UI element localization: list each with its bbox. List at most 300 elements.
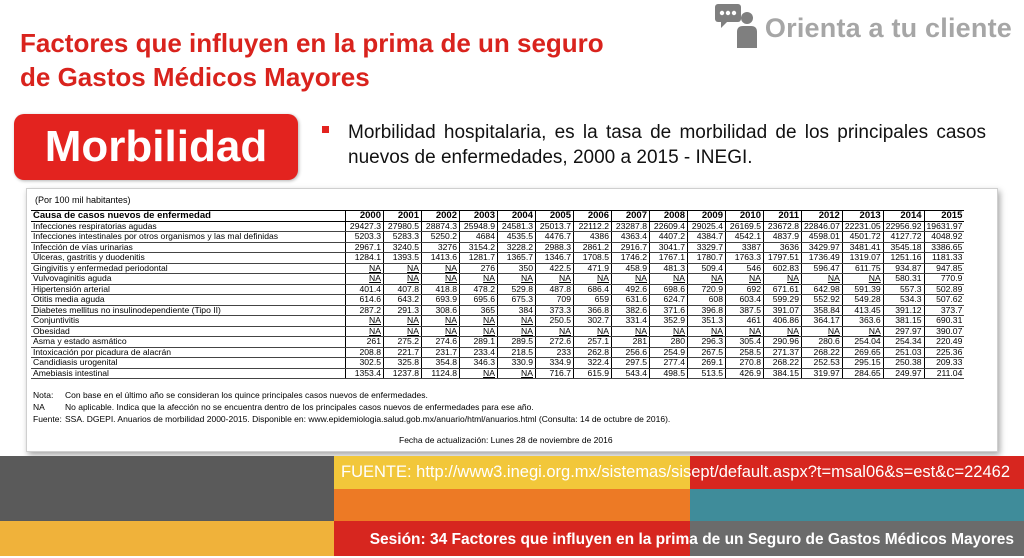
header-cell-year: 2006 (574, 211, 612, 222)
row-value: 390.07 (924, 326, 964, 337)
row-value: 308.6 (422, 305, 460, 316)
row-cause: Intoxicación por picadura de alacrán (31, 347, 346, 358)
row-value: 580.31 (883, 274, 924, 285)
source-link[interactable]: FUENTE: http://www3.inegi.org.mx/sistemas/sisept/default.aspx?t=msal06&s=est&c=22462 (340, 463, 1010, 481)
row-value: 947.85 (924, 263, 964, 274)
header-cell-year: 2004 (498, 211, 536, 222)
note-text: SSA. DGEPI. Anuarios de morbilidad 2000-2015. Disponible en: www.epidemiologia.salud.gob.mx/anuario/html/anuarios.html (Consulta: 14 de octubre de 2016). (65, 414, 671, 424)
row-value: 272.6 (536, 337, 574, 348)
table-row (31, 263, 964, 274)
row-cause: Úlceras, gastritis y duodenitis (31, 253, 346, 264)
note-label: NA (33, 402, 45, 412)
row-cause: Infección de vías urinarias (31, 242, 346, 253)
row-value: 1708.5 (574, 253, 612, 264)
row-value: 720.9 (688, 284, 726, 295)
row-value: 716.7 (536, 368, 574, 379)
row-value: 274.6 (422, 337, 460, 348)
row-value: NA (536, 326, 574, 337)
row-value: 22112.2 (574, 221, 612, 232)
row-value: 3228.2 (498, 242, 536, 253)
session-footer: Sesión: 34 Factores que influyen en la prima de un Seguro de Gastos Médicos Mayores (369, 531, 1014, 548)
note-label: Nota: (33, 390, 54, 400)
row-cause: Candidiasis urogenital (31, 358, 346, 369)
row-value: 387.5 (726, 305, 764, 316)
row-value: 373.7 (924, 305, 964, 316)
row-value: 3636 (764, 242, 802, 253)
row-cause: Infecciones respiratorias agudas (31, 221, 346, 232)
row-value: 4386 (574, 232, 612, 243)
row-value: NA (688, 326, 726, 337)
header-cell-year: 2000 (346, 211, 384, 222)
row-value: 29025.4 (688, 221, 726, 232)
row-value: 287.2 (346, 305, 384, 316)
row-cause: Amebiasis intestinal (31, 368, 346, 379)
band-segment (0, 489, 334, 521)
page-title: Factores que influyen en la prima de un seguro de Gastos Médicos Mayores (20, 28, 604, 92)
row-value: 296.3 (688, 337, 726, 348)
row-value: 22609.4 (650, 221, 688, 232)
row-value: 396.8 (688, 305, 726, 316)
row-value: 534.3 (883, 295, 924, 306)
row-value: 269.65 (842, 347, 883, 358)
row-value: 319.97 (802, 368, 843, 379)
row-value: 277.4 (650, 358, 688, 369)
topic-badge: Morbilidad (14, 114, 298, 180)
row-value: 671.61 (764, 284, 802, 295)
row-value: 302.5 (346, 358, 384, 369)
bullet-text: Morbilidad hospitalaria, es la tasa de morbilidad de los principales casos nuevos de enfermedades, 2000 a 2015 - INEGI. (348, 122, 986, 168)
row-value: 693.9 (422, 295, 460, 306)
row-value: NA (498, 326, 536, 337)
row-value: 4476.7 (536, 232, 574, 243)
row-value: NA (802, 274, 843, 285)
header-cell-year: 2009 (688, 211, 726, 222)
row-value: 365 (460, 305, 498, 316)
table-row (31, 358, 964, 369)
note-label: Fuente: (33, 414, 62, 424)
row-value: 218.5 (498, 347, 536, 358)
row-value: 596.47 (802, 263, 843, 274)
row-value: NA (460, 326, 498, 337)
row-value: 4837.9 (764, 232, 802, 243)
row-value: 770.9 (924, 274, 964, 285)
row-value: NA (574, 326, 612, 337)
row-value: 2988.3 (536, 242, 574, 253)
row-value: 498.5 (650, 368, 688, 379)
row-value: 290.96 (764, 337, 802, 348)
row-cause: Diabetes mellitus no insulinodependiente (Tipo II) (31, 305, 346, 316)
row-value: 270.8 (726, 358, 764, 369)
row-value: 1284.1 (346, 253, 384, 264)
row-value: 1780.7 (688, 253, 726, 264)
row-value: 254.9 (650, 347, 688, 358)
table-row (31, 232, 964, 243)
row-value: 461 (726, 316, 764, 327)
row-value: 289.1 (460, 337, 498, 348)
row-value: 22846.07 (802, 221, 843, 232)
row-value: 373.3 (536, 305, 574, 316)
row-value: 258.5 (726, 347, 764, 358)
row-value: NA (422, 263, 460, 274)
row-value: 3240.5 (384, 242, 422, 253)
row-value: 322.4 (574, 358, 612, 369)
row-value: 3041.7 (650, 242, 688, 253)
row-value: 2967.1 (346, 242, 384, 253)
row-value: 413.45 (842, 305, 883, 316)
row-value: 557.3 (883, 284, 924, 295)
row-value: 478.2 (460, 284, 498, 295)
row-value: 418.8 (422, 284, 460, 295)
row-value: 363.6 (842, 316, 883, 327)
row-value: NA (726, 326, 764, 337)
morbidity-table (31, 210, 964, 379)
row-value: 2861.2 (574, 242, 612, 253)
row-value: 26169.5 (726, 221, 764, 232)
row-value: 487.8 (536, 284, 574, 295)
row-value: 602.83 (764, 263, 802, 274)
row-value: 284.65 (842, 368, 883, 379)
row-value: 3154.2 (460, 242, 498, 253)
table-row (31, 221, 964, 232)
row-value: 231.7 (422, 347, 460, 358)
row-value: 608 (688, 295, 726, 306)
row-value: 211.04 (924, 368, 964, 379)
row-value: 509.4 (688, 263, 726, 274)
row-value: 686.4 (574, 284, 612, 295)
row-value: 1763.3 (726, 253, 764, 264)
row-value: 709 (536, 295, 574, 306)
row-value: 22231.05 (842, 221, 883, 232)
row-value: 331.4 (612, 316, 650, 327)
color-band (0, 489, 1024, 521)
row-value: 297.5 (612, 358, 650, 369)
row-value: 1319.07 (842, 253, 883, 264)
row-value: 2916.7 (612, 242, 650, 253)
header-cell-year: 2012 (802, 211, 843, 222)
row-value: 382.6 (612, 305, 650, 316)
row-value: 4048.92 (924, 232, 964, 243)
row-value: 4501.72 (842, 232, 883, 243)
row-cause: Obesidad (31, 326, 346, 337)
row-value: NA (764, 274, 802, 285)
row-value: 1353.4 (346, 368, 384, 379)
row-value: 352.9 (650, 316, 688, 327)
header-cell-year: 2005 (536, 211, 574, 222)
bullet-marker (322, 126, 329, 133)
row-value: 631.6 (612, 295, 650, 306)
row-value: NA (346, 263, 384, 274)
table-header-row (31, 211, 964, 222)
row-value: 295.15 (842, 358, 883, 369)
row-value: 25948.9 (460, 221, 498, 232)
row-value: 280 (650, 337, 688, 348)
row-value: 330.9 (498, 358, 536, 369)
row-value: 3276 (422, 242, 460, 253)
row-value: 614.6 (346, 295, 384, 306)
table-unit: (Por 100 mil habitantes) (35, 195, 131, 205)
row-value: NA (346, 326, 384, 337)
table-notes (33, 389, 670, 425)
row-value: 208.8 (346, 347, 384, 358)
brand (715, 4, 1012, 53)
row-value: 4363.4 (612, 232, 650, 243)
band-segment (334, 489, 690, 521)
row-value: 275.2 (384, 337, 422, 348)
row-value: 1413.6 (422, 253, 460, 264)
row-value: 481.3 (650, 263, 688, 274)
row-value: 4127.72 (883, 232, 924, 243)
row-value: 426.9 (726, 368, 764, 379)
row-value: NA (384, 316, 422, 327)
note-line (33, 401, 670, 413)
row-value: 1767.1 (650, 253, 688, 264)
row-value: NA (650, 326, 688, 337)
row-value: 276 (460, 263, 498, 274)
row-value: 209.33 (924, 358, 964, 369)
row-value: 350 (498, 263, 536, 274)
row-value: 251.03 (883, 347, 924, 358)
row-value: 233.4 (460, 347, 498, 358)
row-value: 297.97 (883, 326, 924, 337)
row-value: 366.8 (574, 305, 612, 316)
row-value: 27980.5 (384, 221, 422, 232)
row-value: 221.7 (384, 347, 422, 358)
row-value: 406.86 (764, 316, 802, 327)
row-cause: Vulvovaginitis aguda (31, 274, 346, 285)
customer-support-icon (715, 4, 757, 53)
row-value: 391.07 (764, 305, 802, 316)
row-value: 4598.01 (802, 232, 843, 243)
row-value: 5203.3 (346, 232, 384, 243)
row-value: 5250.2 (422, 232, 460, 243)
row-value: 291.3 (384, 305, 422, 316)
row-value: NA (612, 274, 650, 285)
row-value: 29427.3 (346, 221, 384, 232)
row-value: 22956.92 (883, 221, 924, 232)
row-value: 3329.7 (688, 242, 726, 253)
row-value: 591.39 (842, 284, 883, 295)
row-value: 25013.7 (536, 221, 574, 232)
row-value: 492.6 (612, 284, 650, 295)
row-value: 4542.1 (726, 232, 764, 243)
row-value: 529.8 (498, 284, 536, 295)
row-value: 1237.8 (384, 368, 422, 379)
row-value: 381.15 (883, 316, 924, 327)
row-value: 254.04 (842, 337, 883, 348)
row-value: 371.6 (650, 305, 688, 316)
row-value: NA (842, 274, 883, 285)
table-row (31, 305, 964, 316)
row-value: 281 (612, 337, 650, 348)
row-value: 690.31 (924, 316, 964, 327)
update-date: Fecha de actualización: Lunes 28 de noviembre de 2016 (399, 435, 613, 445)
bullet-point (318, 120, 986, 170)
table-row (31, 368, 964, 379)
row-value: NA (346, 316, 384, 327)
row-value: 3387 (726, 242, 764, 253)
row-value: NA (802, 326, 843, 337)
row-value: 611.75 (842, 263, 883, 274)
row-value: 3545.18 (883, 242, 924, 253)
brand-name: Orienta a tu cliente (764, 13, 1012, 43)
row-value: 28874.3 (422, 221, 460, 232)
row-value: NA (764, 326, 802, 337)
header-cell-year: 2013 (842, 211, 883, 222)
table-row (31, 242, 964, 253)
row-value: 250.38 (883, 358, 924, 369)
row-value: 23287.8 (612, 221, 650, 232)
row-value: 351.3 (688, 316, 726, 327)
row-value: 358.84 (802, 305, 843, 316)
row-value: 603.4 (726, 295, 764, 306)
row-value: 659 (574, 295, 612, 306)
row-value: NA (384, 274, 422, 285)
row-value: 1281.7 (460, 253, 498, 264)
row-value: 549.28 (842, 295, 883, 306)
row-value: 280.6 (802, 337, 843, 348)
row-cause: Infecciones intestinales por otros organismos y las mal definidas (31, 232, 346, 243)
row-value: NA (498, 274, 536, 285)
row-value: 458.9 (612, 263, 650, 274)
row-value: 220.49 (924, 337, 964, 348)
table-row (31, 316, 964, 327)
table-row (31, 337, 964, 348)
band-segment (690, 489, 1024, 521)
row-value: NA (688, 274, 726, 285)
row-value: 695.6 (460, 295, 498, 306)
row-value: 249.97 (883, 368, 924, 379)
row-value: NA (460, 274, 498, 285)
row-value: NA (498, 368, 536, 379)
row-value: 267.5 (688, 347, 726, 358)
row-value: 261 (346, 337, 384, 348)
row-value: 615.9 (574, 368, 612, 379)
header-cell-year: 2007 (612, 211, 650, 222)
note-line (33, 389, 670, 401)
row-value: NA (498, 316, 536, 327)
row-value: 391.12 (883, 305, 924, 316)
row-value: NA (422, 326, 460, 337)
row-value: NA (422, 316, 460, 327)
row-value: 268.22 (802, 347, 843, 358)
row-value: 502.89 (924, 284, 964, 295)
header-cell-cause: Causa de casos nuevos de enfermedad (31, 211, 346, 222)
table-row (31, 253, 964, 264)
header-cell-year: 2014 (883, 211, 924, 222)
row-value: NA (574, 274, 612, 285)
row-value: 4384.7 (688, 232, 726, 243)
note-text: No aplicable. Indica que la afección no se encuentra dentro de los principales casos nuevos de enfermedades para ese año. (65, 402, 534, 412)
row-value: NA (346, 274, 384, 285)
row-value: 23672.8 (764, 221, 802, 232)
row-value: 1797.51 (764, 253, 802, 264)
row-value: 422.5 (536, 263, 574, 274)
row-value: 225.36 (924, 347, 964, 358)
row-value: 334.9 (536, 358, 574, 369)
row-value: NA (612, 326, 650, 337)
row-value: 254.34 (883, 337, 924, 348)
row-value: 934.87 (883, 263, 924, 274)
row-value: NA (422, 274, 460, 285)
header-cell-year: 2001 (384, 211, 422, 222)
morbidity-table-image (26, 188, 998, 452)
row-value: 3481.41 (842, 242, 883, 253)
row-value: 3386.65 (924, 242, 964, 253)
row-value: NA (460, 316, 498, 327)
row-value: 1124.8 (422, 368, 460, 379)
table-row (31, 274, 964, 285)
row-value: 5283.3 (384, 232, 422, 243)
row-value: 4535.5 (498, 232, 536, 243)
row-value: 507.62 (924, 295, 964, 306)
header-cell-year: 2010 (726, 211, 764, 222)
row-value: NA (384, 263, 422, 274)
row-value: 1346.7 (536, 253, 574, 264)
row-value: 384 (498, 305, 536, 316)
row-value: NA (650, 274, 688, 285)
row-value: 289.5 (498, 337, 536, 348)
row-value: 269.1 (688, 358, 726, 369)
row-value: 384.15 (764, 368, 802, 379)
table-row (31, 326, 964, 337)
row-value: 325.8 (384, 358, 422, 369)
row-value: 1251.16 (883, 253, 924, 264)
row-value: NA (726, 274, 764, 285)
header-cell-year: 2011 (764, 211, 802, 222)
row-value: 252.53 (802, 358, 843, 369)
row-value: 552.92 (802, 295, 843, 306)
header-cell-year: 2003 (460, 211, 498, 222)
table-row (31, 284, 964, 295)
row-value: 364.17 (802, 316, 843, 327)
row-value: 4684 (460, 232, 498, 243)
row-value: 692 (726, 284, 764, 295)
row-value: 256.6 (612, 347, 650, 358)
row-value: 302.7 (574, 316, 612, 327)
row-value: 599.29 (764, 295, 802, 306)
row-value: 624.7 (650, 295, 688, 306)
table-row (31, 347, 964, 358)
row-value: 513.5 (688, 368, 726, 379)
table-row (31, 295, 964, 306)
header-cell-year: 2002 (422, 211, 460, 222)
row-value: NA (460, 368, 498, 379)
row-cause: Gingivitis y enfermedad periodontal (31, 263, 346, 274)
row-value: 4407.2 (650, 232, 688, 243)
row-value: 305.4 (726, 337, 764, 348)
row-value: 1181.33 (924, 253, 964, 264)
table-body (31, 221, 964, 379)
row-cause: Asma y estado asmático (31, 337, 346, 348)
row-value: 1746.2 (612, 253, 650, 264)
row-value: 233 (536, 347, 574, 358)
row-value: 543.4 (612, 368, 650, 379)
row-value: 262.8 (574, 347, 612, 358)
row-value: 271.37 (764, 347, 802, 358)
row-value: 354.8 (422, 358, 460, 369)
row-value: 407.8 (384, 284, 422, 295)
row-value: 257.1 (574, 337, 612, 348)
row-value: 1365.7 (498, 253, 536, 264)
header-cell-year: 2015 (924, 211, 964, 222)
row-value: NA (384, 326, 422, 337)
row-value: 643.2 (384, 295, 422, 306)
row-value: 642.98 (802, 284, 843, 295)
note-line (33, 413, 670, 425)
row-cause: Hipertensión arterial (31, 284, 346, 295)
row-value: 675.3 (498, 295, 536, 306)
row-value: 471.9 (574, 263, 612, 274)
